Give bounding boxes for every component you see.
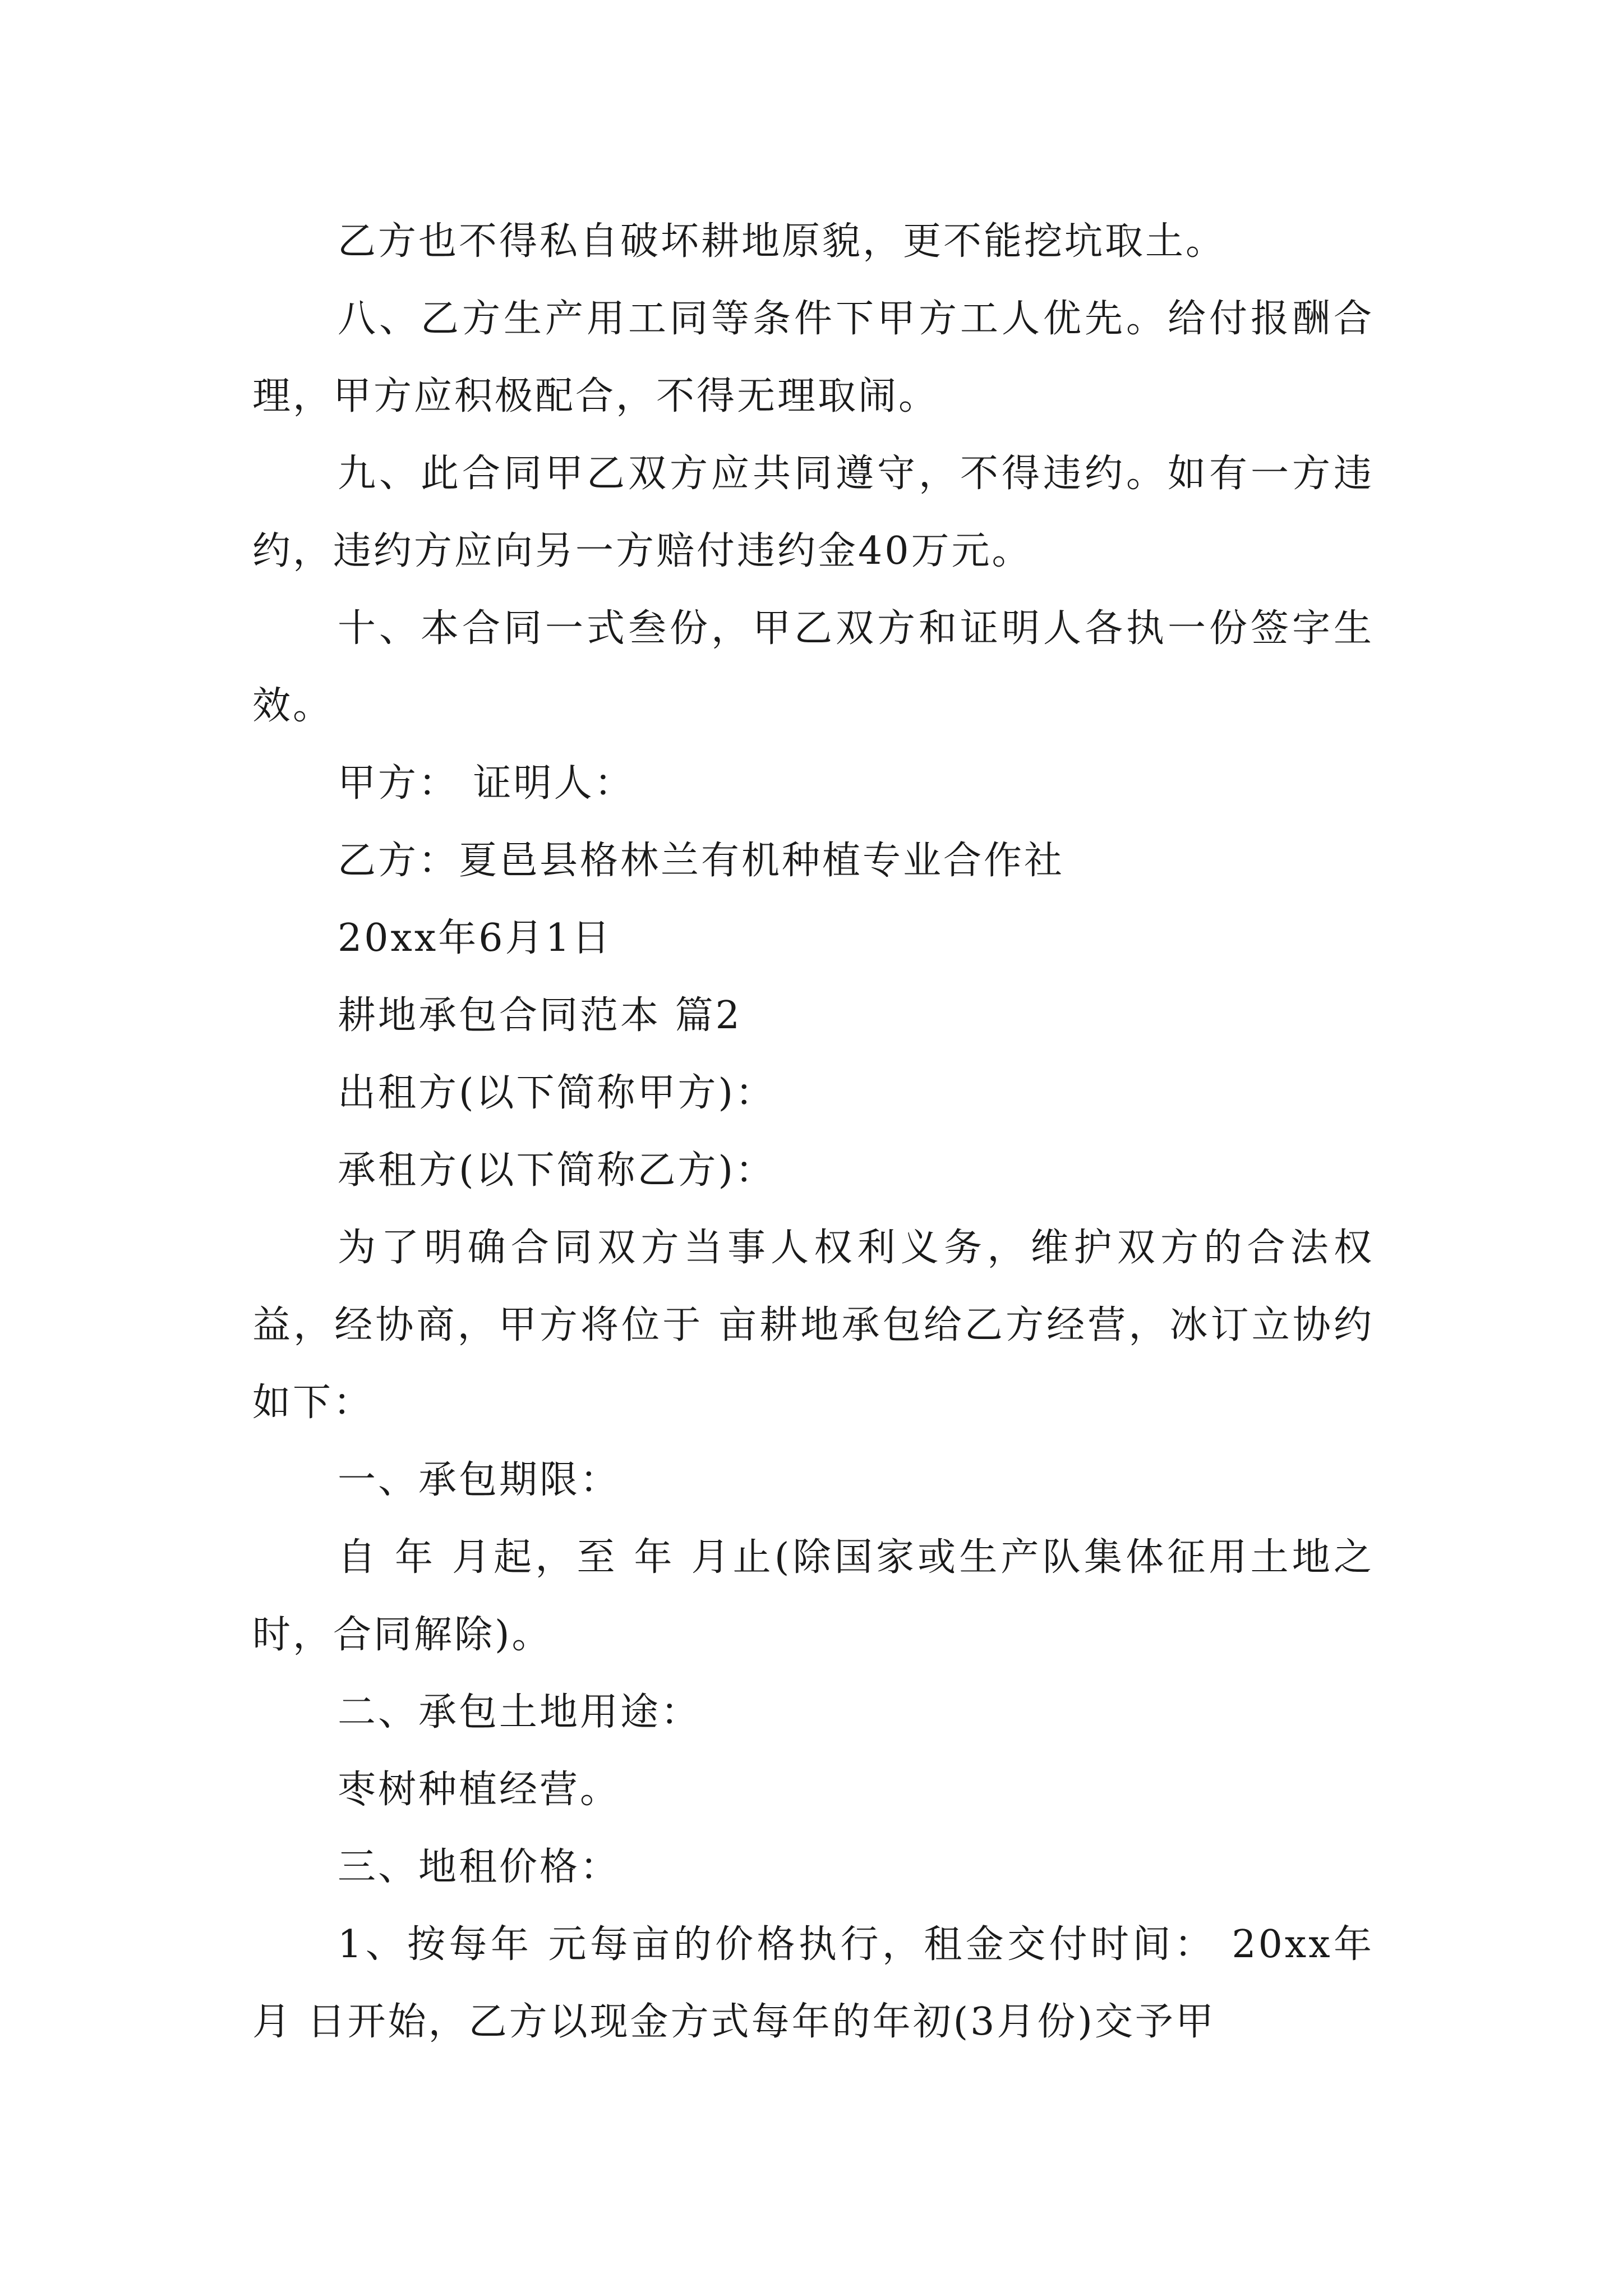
paragraph-4: 十、本合同一式叁份，甲乙双方和证明人各执一份签字生效。 (252, 606, 1374, 728)
party-b-line: 乙方：夏邑县格林兰有机种植专业合作社 (338, 839, 1065, 883)
clause-heading-rent: 三、地租价格： (338, 1845, 621, 1889)
preamble-paragraph: 为了明确合同双方当事人权利义务，维护双方的合法权益，经协商，甲方将位于 亩耕地承包给乙方经营，冰订立协约如下： (252, 1226, 1374, 1425)
document-body (252, 203, 1374, 2061)
date-line: 20xx年6月1日 (338, 916, 612, 960)
clause-usage-text: 枣树种植经营。 (338, 1768, 621, 1812)
clause-heading-term: 一、承包期限： (338, 1458, 621, 1502)
paragraph-2: 八、乙方生产用工同等条件下甲方工人优先。给付报酬合理，甲方应积极配合，不得无理取闹。 (252, 297, 1374, 418)
clause-term-text: 自 年 月起，至 年 月止(除国家或生产队集体征用土地之时，合同解除)。 (252, 1535, 1374, 1657)
section-title: 耕地承包合同范本 篇2 (338, 993, 742, 1038)
paragraph-3: 九、此合同甲乙双方应共同遵守，不得违约。如有一方违约，违约方应向另一方赔付违约金40万元。 (252, 452, 1374, 573)
lessor-line: 出租方(以下简称甲方)： (338, 1071, 776, 1115)
clause-heading-usage: 二、承包土地用途： (338, 1690, 702, 1734)
clause-rent-text: 1、按每年 元每亩的价格执行，租金交付时间： 20xx年 月 日开始，乙方以现金方式每年的年初(3月份)交予甲 (252, 1922, 1374, 2044)
lessee-line: 承租方(以下简称乙方)： (338, 1148, 776, 1193)
party-a-witness-line: 甲方： 证明人： (338, 761, 635, 806)
paragraph-1: 乙方也不得私自破坏耕地原貌，更不能挖坑取土。 (338, 219, 1227, 264)
